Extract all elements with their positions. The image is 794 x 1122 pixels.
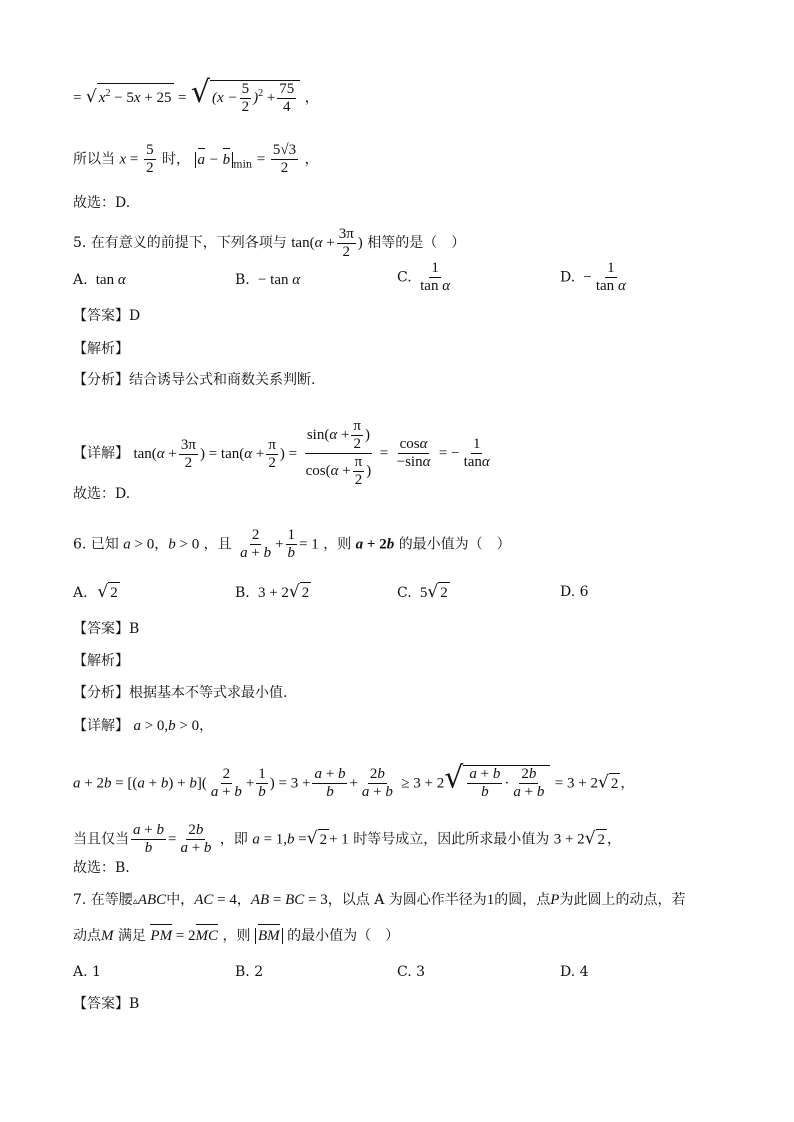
q7-line2-b: 满足 <box>117 928 146 944</box>
q5-stem: 5. 在有意义的前提下，下列各项与 tan(α + $\frac{3\pi}{2}$ ) 相等的是（ ） <box>73 226 466 260</box>
q7-line2-d: 的最小值为（ ） <box>287 928 400 944</box>
formula-line-1: = √ $x^2 - 5x + 25$ = √ (x − $\frac{5}{2}$ )$^2$ + $\frac{75}{4}$ ， <box>73 74 319 115</box>
q5-option-a[interactable]: A. tan α <box>73 272 126 288</box>
option-letter: C. <box>397 269 412 286</box>
option-letter: A. <box>73 585 88 601</box>
q7-stem-e: 的圆，点 <box>494 892 551 908</box>
q5-option-c[interactable]: C. $\frac{1}{\text{tan α}}$ <box>397 260 451 294</box>
q6-guxuan: 故选：B. <box>73 860 130 876</box>
q7-answer: 【答案】B <box>73 996 140 1012</box>
q5-fenxi: 【分析】结合诱导公式和商数关系判断. <box>73 372 316 388</box>
q5-jiexi: 【解析】 <box>73 341 129 357</box>
q6-option-b[interactable]: B. 3 + 2√ 2 <box>235 582 310 602</box>
q6-option-d[interactable]: D. 6 <box>560 584 589 600</box>
q7-option-c[interactable]: C. 3 <box>397 964 426 980</box>
q6-stem-d: 的最小值为（ ） <box>398 536 511 553</box>
q6-fenxi: 【分析】根据基本不等式求最小值. <box>73 685 288 701</box>
q7-stem-a: 7. 在等腰 <box>73 892 133 908</box>
q7-stem-line-1: 7. 在等腰▵ABC中，AC = 4，AB = BC = 3，以点 A 为圆心作半径为1的圆，点P为此圆上的动点，若 <box>73 892 686 908</box>
q7-option-a[interactable]: A. 1 <box>73 964 101 980</box>
q6-stem: 6. 已知 a > 0，b > 0 ，且 $\frac{2}{a + b}$ + $\frac{1}{b}$ = 1 ，则 a + 2b 的最小值为（ ） <box>73 527 511 561</box>
option-letter: B. <box>235 272 250 288</box>
option-letter: A. <box>73 272 88 288</box>
min-subscript: min <box>233 159 253 171</box>
q5-option-b[interactable]: B. − tan α <box>235 272 301 288</box>
q7-line2-c: ，则 <box>222 928 251 944</box>
q6-stem-b: ，且 <box>203 536 232 553</box>
q7-line2-a: 动点 <box>73 928 101 944</box>
label-xiangjie: 【详解】 <box>73 445 129 462</box>
q6-jiexi: 【解析】 <box>73 653 129 669</box>
comma: ， <box>304 89 319 106</box>
q6-option-a[interactable]: A. √ 2 <box>73 582 118 602</box>
q7-stem-d: ，以点 A 为圆心作半径为 <box>327 892 487 908</box>
sqrt-expr-2: (x − $\frac{5}{2}$ )$^2$ + $\frac{75}{4}$ <box>210 80 300 116</box>
q6-answer: 【答案】B <box>73 621 140 637</box>
comma: ， <box>620 775 635 792</box>
q5-guxuan: 故选：D. <box>73 486 131 502</box>
text-dangqiejindang: 当且仅当 <box>73 831 129 848</box>
line-guxuan-1: 故选：D. <box>73 195 131 211</box>
text-suoyidang: 所以当 <box>73 151 115 168</box>
comma: ， <box>304 151 319 168</box>
q5-answer: 【答案】D <box>73 308 141 324</box>
q6-stem-a: 6. 已知 <box>73 536 119 553</box>
q7-stem-f: 为此圆上的动点，若 <box>559 892 686 908</box>
label-xiangjie: 【详解】 <box>73 718 129 734</box>
q5-stem-text: 5. 在有意义的前提下，下列各项与 <box>73 234 287 251</box>
q6-option-c[interactable]: C. 5√ 2 <box>397 582 448 602</box>
text-dengh: 时等号成立，因此所求最小值为 <box>353 831 550 848</box>
q6-xiangjie: 【详解】 a > 0,b > 0， <box>73 718 214 734</box>
text-ji: ，即 <box>219 831 248 848</box>
formula-line-2: 所以当 x = $\frac{5}{2}$ 时， a − b $_{min}$ = $\frac{5√3}{2}$ ， <box>73 142 319 176</box>
q7-stem-c: ， <box>236 892 251 908</box>
q6-stem-c: ，则 <box>323 536 352 553</box>
q7-option-b[interactable]: B. 2 <box>235 964 264 980</box>
option-letter: D. <box>560 269 576 286</box>
q7-stem-line-2: 动点M 满足 PM = 2MC ，则 BM 的最小值为（ ） <box>73 928 400 944</box>
comma: ， <box>607 831 622 848</box>
q5-xiangjie: 【详解】 tan(α + $\frac{3\pi}{2}$ ) = tan(α + $\frac{\pi}{2}$ ) = sin(α + $\frac{\pi}{2}$ ) cos(α + $\frac{\pi}{2}$ ) = $\frac{\cos\alpha}{-\sin\alpha}$ = − $\frac{1}{\tan\alpha}$ <box>73 418 490 488</box>
option-letter: B. <box>235 585 250 601</box>
q6-equality-condition: 当且仅当 $\frac{a + b}{b}$ = $\frac{2b}{a + b}$ ，即 a = 1,b =√ 2 + 1 时等号成立，因此所求最小值为 3 + 2√ 2 ， <box>73 822 622 856</box>
q7-option-d[interactable]: D. 4 <box>560 964 589 980</box>
q5-stem-tail: 相等的是（ ） <box>367 234 466 251</box>
sqrt-expr-1: $x^2 - 5x + 25$ <box>97 83 174 108</box>
q6-equation-line: a + 2b = [(a + b) + b]( $\frac{2}{a + b}$ + $\frac{1}{b}$ ) = 3 + $\frac{a + b}{b}$ + $\frac{2b}{a + b}$ ≥ 3 + 2√ $\frac{a + b}{b}$ · $\frac{2b}{a + b}$ = 3 + 2√ 2 ， <box>73 760 635 800</box>
q5-option-d[interactable]: D. − $\frac{1}{\text{tan α}}$ <box>560 260 626 294</box>
q7-stem-b: 中， <box>166 892 195 908</box>
text-shi: 时， <box>162 151 191 168</box>
option-letter: C. <box>397 585 412 601</box>
eq-sign: = <box>73 89 82 106</box>
